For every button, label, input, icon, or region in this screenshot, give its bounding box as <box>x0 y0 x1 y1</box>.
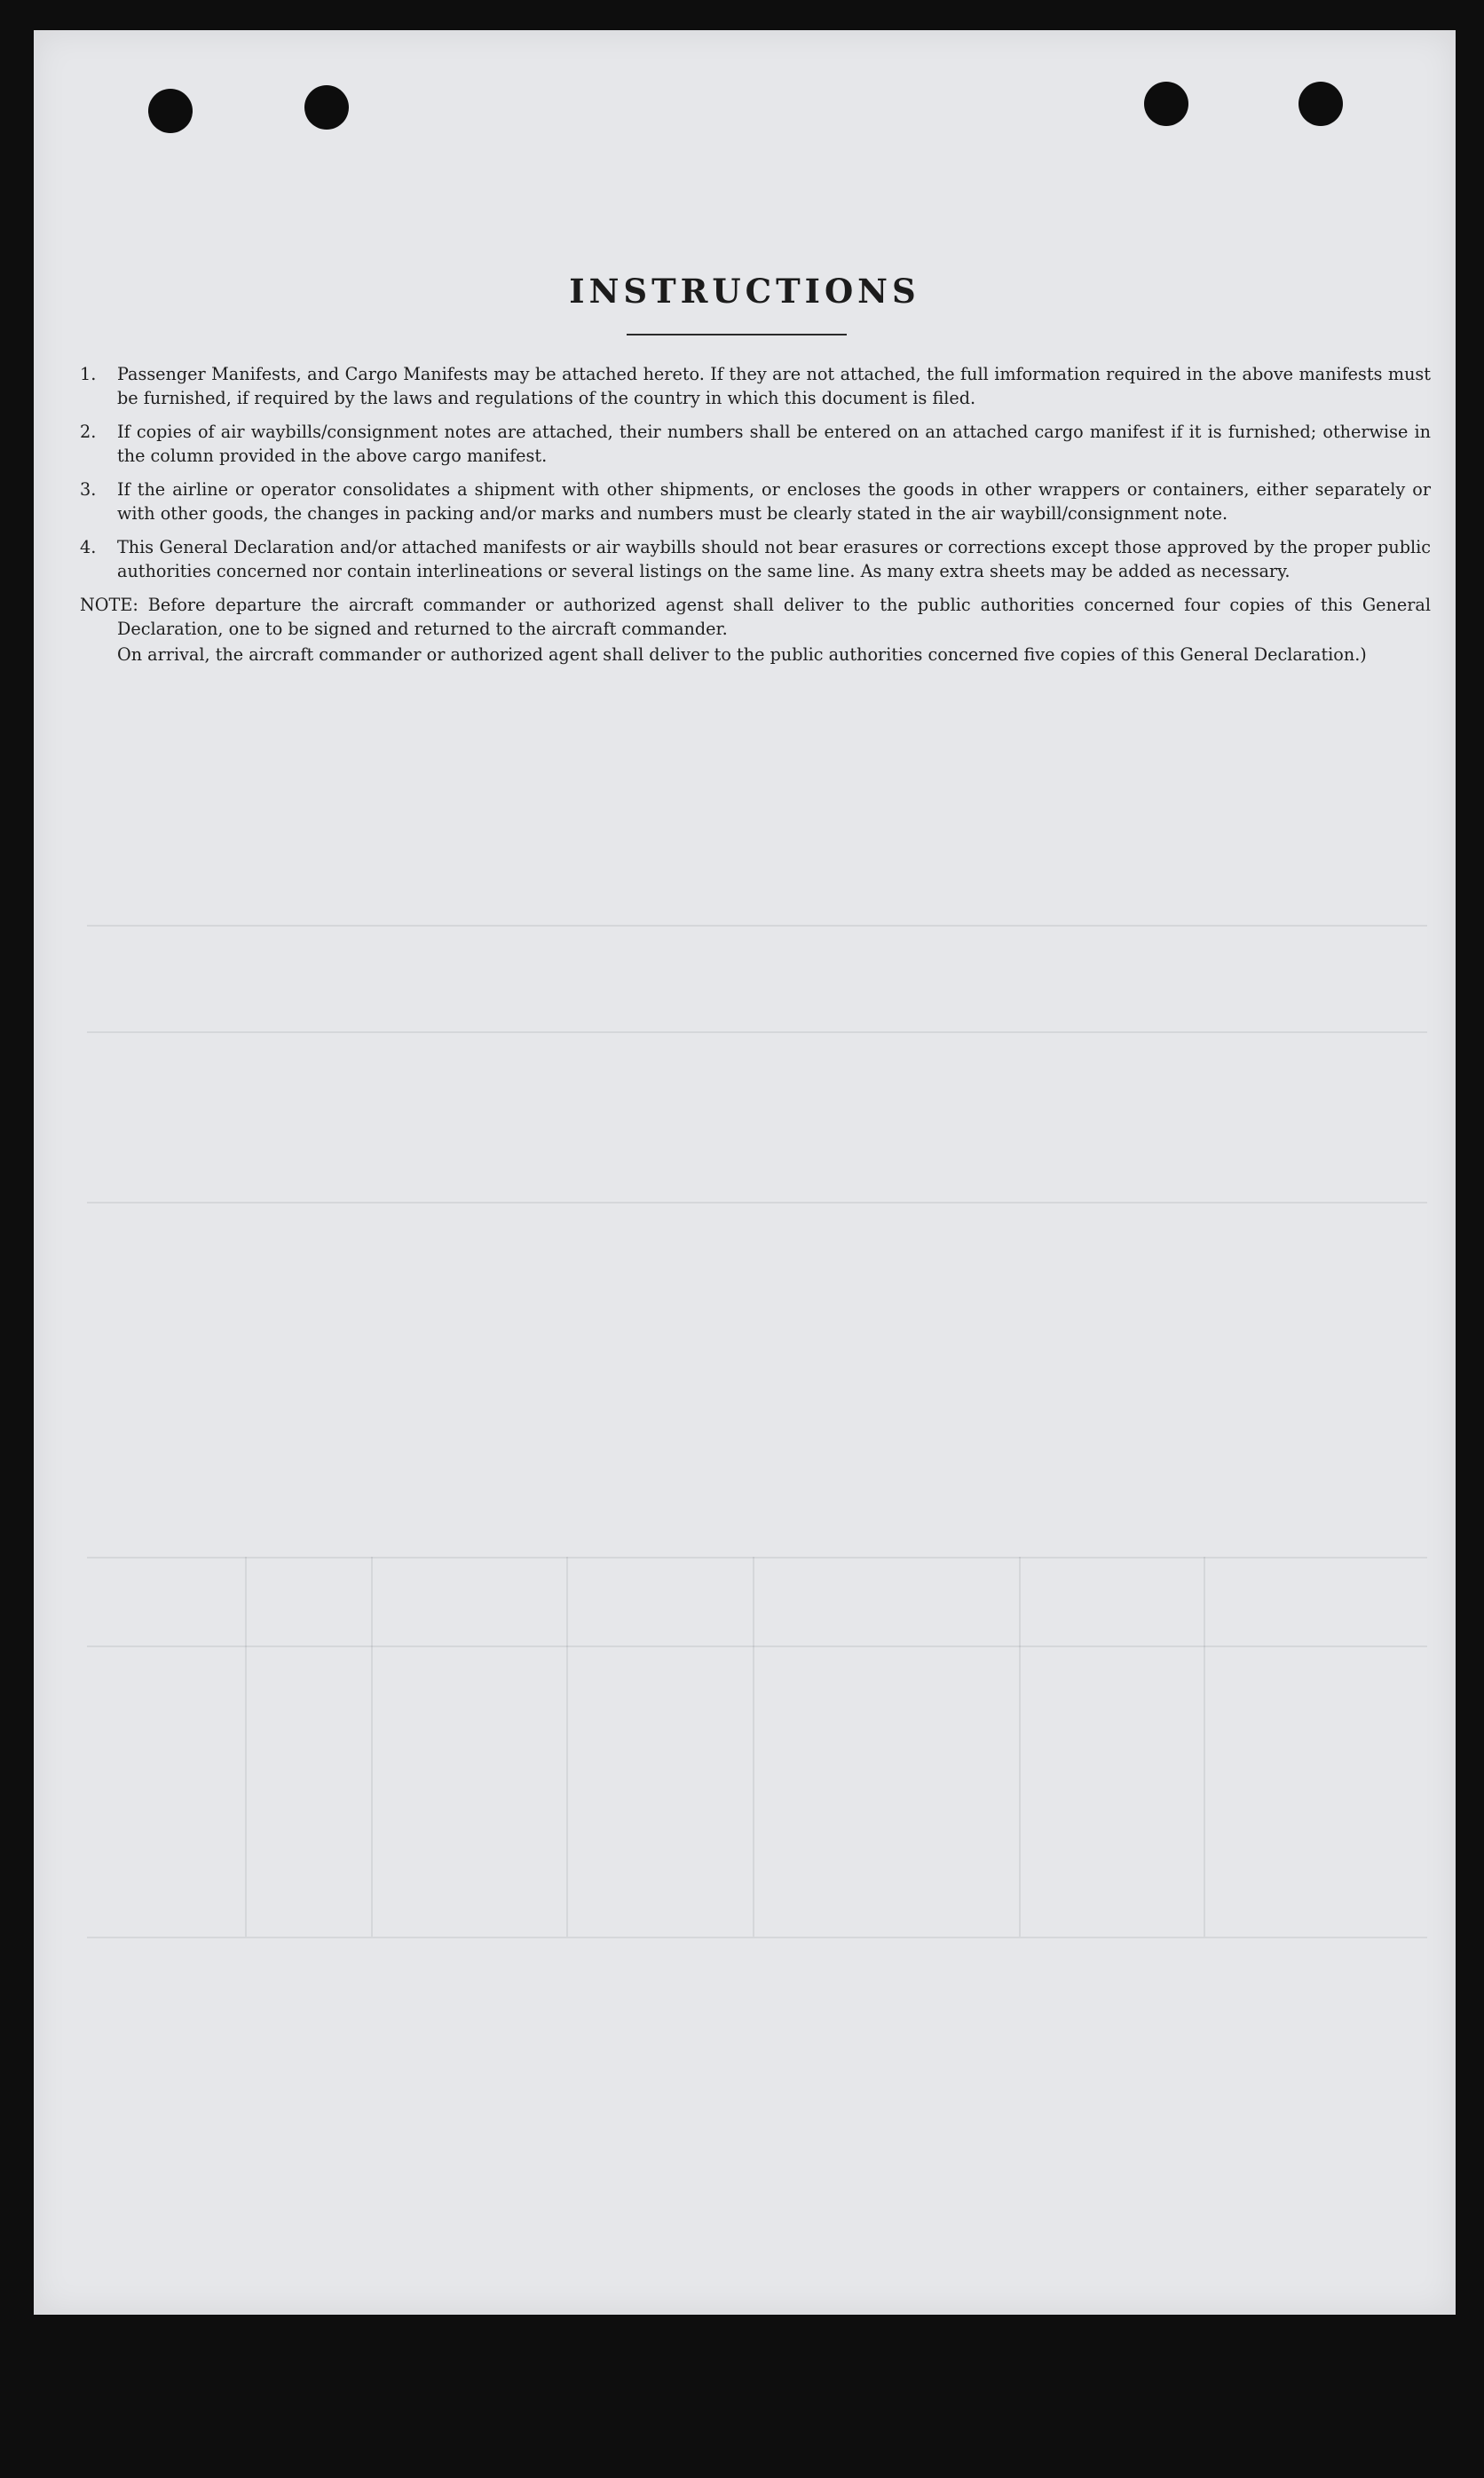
instruction-item <box>80 535 1431 583</box>
show-through-rule <box>1019 1557 1021 1937</box>
instruction-item <box>80 420 1431 468</box>
show-through-rule <box>87 1031 1427 1033</box>
show-through-rule <box>87 925 1427 927</box>
instruction-number: 3. <box>80 479 97 500</box>
instruction-number: 1. <box>80 364 97 384</box>
punch-hole <box>1298 82 1343 126</box>
show-through-rule <box>371 1557 373 1937</box>
instruction-item <box>80 362 1431 410</box>
note-block <box>80 593 1431 667</box>
note-arrival-text: On arrival, the aircraft commander or authorized agent shall deliver to the public authorities concerned five copies of this General Declaration.) <box>117 644 1367 665</box>
punch-hole <box>148 89 193 133</box>
document-page <box>34 30 1456 2315</box>
show-through-rule <box>753 1557 754 1937</box>
note-departure-text: Before departure the aircraft commander or authorized agenst shall deliver to the public authorities concerned four copies of this General Declaration, one to be signed and returned to the aircraft commander. <box>117 595 1431 639</box>
page-title: INSTRUCTIONS <box>569 272 920 311</box>
instruction-item <box>80 477 1431 525</box>
show-through-rule <box>87 1937 1427 1938</box>
punch-hole <box>1144 82 1188 126</box>
instruction-text: This General Declaration and/or attached manifests or air waybills should not bear erasures or corrections except those approved by the proper public authorities concerned nor contain interlineations or several listings on the same line. As many extra sheets may be added as necessary. <box>117 537 1431 581</box>
show-through-rule <box>566 1557 568 1937</box>
show-through-rule <box>87 1557 1427 1559</box>
instruction-number: 2. <box>80 422 97 442</box>
show-through-rule <box>87 1202 1427 1203</box>
note-label: NOTE: <box>80 595 138 615</box>
title-underline <box>627 334 847 335</box>
instruction-number: 4. <box>80 537 97 557</box>
show-through-rule <box>87 1645 1427 1647</box>
instruction-text: If the airline or operator consolidates a shipment with other shipments, or encloses the goods in other wrappers or containers, either separately or with other goods, the changes in packing and/or marks and numbers must be clearly stated in the air waybill/consignment note. <box>117 479 1431 524</box>
show-through-rule <box>245 1557 247 1937</box>
instruction-text: If copies of air waybills/consignment notes are attached, their numbers shall be entered on an attached cargo manifest if it is furnished; otherwise in the column provided in the above cargo manifest. <box>117 422 1431 466</box>
instruction-text: Passenger Manifests, and Cargo Manifests may be attached hereto. If they are not attached, the full imformation required in the above manifests must be furnished, if required by the laws and regulations of the country in which this document is filed. <box>117 364 1431 408</box>
instructions-list <box>80 362 1431 667</box>
show-through-rule <box>1204 1557 1205 1937</box>
punch-hole <box>304 85 349 130</box>
